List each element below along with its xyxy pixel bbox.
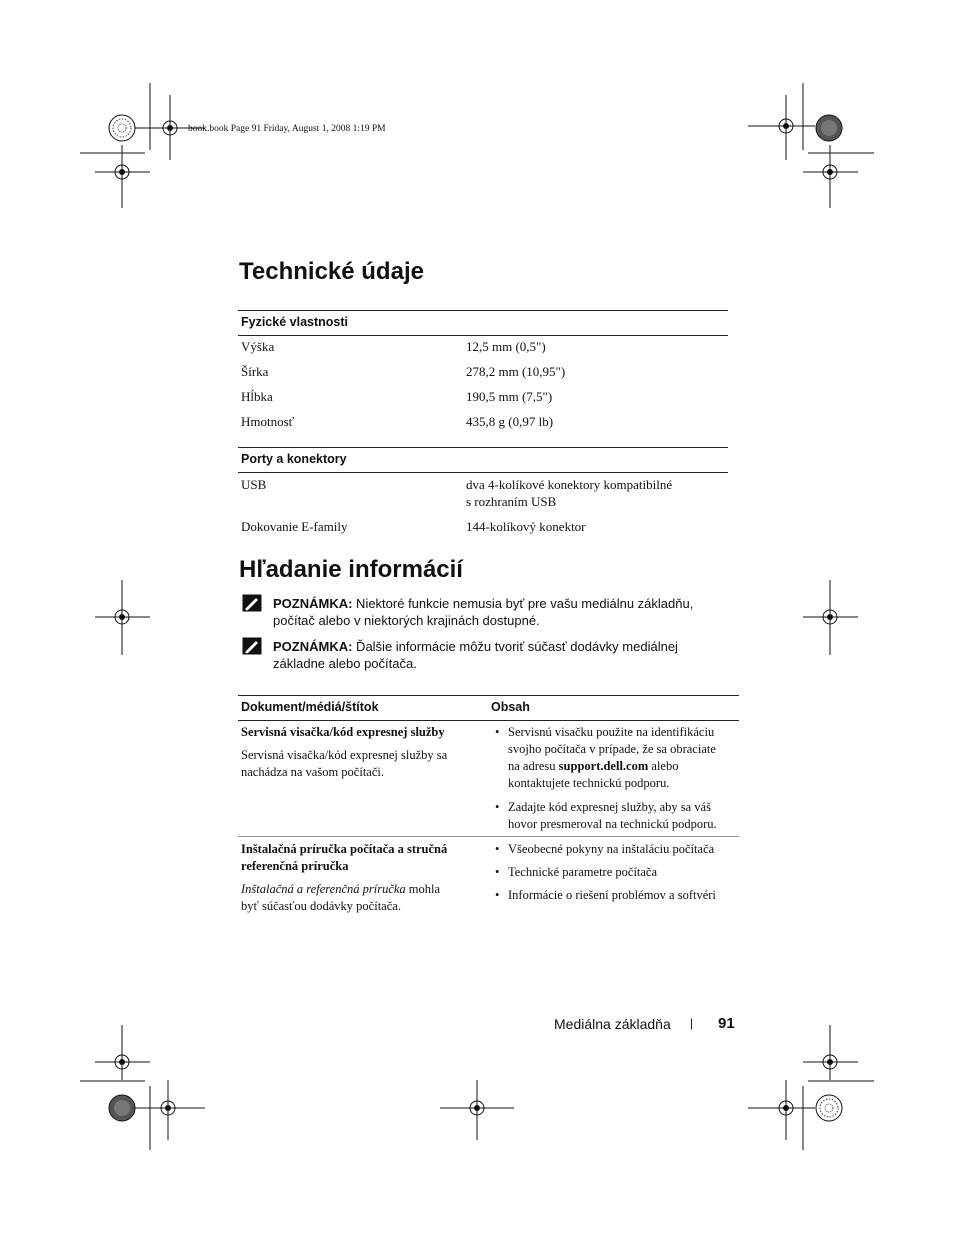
table-row-desc: byť súčasťou dodávky počítača. [241, 899, 401, 913]
footer-section: Mediálna základňa [554, 1016, 671, 1032]
spec-label: Výška [241, 339, 275, 354]
bullet-line: kontaktujete technickú podporu. [508, 776, 670, 790]
footer-separator: | [690, 1016, 694, 1030]
divider [238, 447, 728, 448]
note-text: Niektoré funkcie nemusia byť pre vašu mediálnu základňu, [352, 596, 694, 611]
spec-label: Šírka [241, 364, 269, 379]
desc-text: mohla [405, 882, 441, 896]
divider [238, 310, 728, 311]
note-2 [273, 638, 743, 672]
divider [238, 472, 728, 473]
spec-value: 435,8 g (0,97 lb) [466, 414, 554, 429]
spec-label: Hmotnosť [241, 414, 295, 429]
bullet-line: alebo [648, 759, 679, 773]
divider [238, 720, 739, 721]
divider [238, 836, 739, 837]
bullet-line: hovor presmeroval na technickú podporu. [508, 817, 717, 831]
table-col2-header: Obsah [491, 700, 530, 714]
table-row-title: Servisná visačka/kód expresnej služby [241, 725, 445, 739]
spec-value: 12,5 mm (0,5") [466, 339, 546, 354]
table-col1-header: Dokument/médiá/štítok [241, 700, 379, 714]
physical-heading: Fyzické vlastnosti [241, 315, 348, 329]
list-item: • Technické parametre počítača [495, 864, 745, 881]
page-number: 91 [718, 1015, 735, 1032]
bullet-line: • Servisnú visačku použite na identifikáciu [508, 725, 715, 739]
spec-value: dva 4-kolíkové konektory kompatibilné [466, 477, 673, 492]
ports-heading: Porty a konektory [241, 452, 347, 466]
note-pencil-icon [242, 637, 262, 655]
list-item [495, 724, 745, 792]
note-1 [273, 595, 743, 629]
note-text: počítač alebo v niektorých krajinách dostupné. [273, 613, 540, 628]
bullet-line: na adresu [508, 759, 559, 773]
table-row-desc: Servisná visačka/kód expresnej služby sa [241, 748, 448, 762]
info-title: Hľadanie informácií [239, 556, 463, 583]
spec-value: 190,5 mm (7,5") [466, 389, 553, 404]
support-link[interactable]: support.dell.com [558, 759, 649, 773]
list-item: • Všeobecné pokyny na inštaláciu počítača [495, 841, 745, 858]
table-row-desc: nachádza na vašom počítači. [241, 765, 384, 779]
table-row-title: referenčná príručka [241, 859, 349, 873]
row1-bullets [495, 724, 745, 833]
spec-value: 144-kolíkový konektor [466, 519, 586, 534]
spec-label: Hĺbka [241, 389, 273, 404]
note-label: POZNÁMKA: [273, 639, 353, 654]
spec-label: USB [241, 477, 267, 492]
running-header: book.book Page 91 Friday, August 1, 2008 1:19 PM [188, 124, 386, 134]
list-item [495, 799, 745, 833]
bullet-line: svojho počítača v prípade, že sa obraciate [508, 742, 716, 756]
note-text: Ďalšie informácie môžu tvoriť súčasť dodávky mediálnej [352, 639, 678, 654]
bullet-line: • Zadajte kód expresnej služby, aby sa váš [508, 800, 711, 814]
row2-bullets [495, 841, 745, 904]
specs-title: Technické údaje [239, 258, 424, 285]
divider [238, 695, 739, 696]
note-pencil-icon [242, 594, 262, 612]
spec-label: Dokovanie E-family [241, 519, 348, 534]
table-row-desc [241, 881, 440, 898]
table-row-title: Inštalačná príručka počítača a stručná [241, 842, 448, 856]
spec-value: 278,2 mm (10,95") [466, 364, 566, 379]
spec-value: s rozhraním USB [466, 494, 557, 509]
list-item: • Informácie o riešení problémov a softvéri [495, 887, 745, 904]
note-label: POZNÁMKA: [273, 596, 353, 611]
divider [238, 335, 728, 336]
note-text: základne alebo počítača. [273, 656, 417, 671]
guide-name: Inštalačná a referenčná príručka [241, 882, 406, 896]
